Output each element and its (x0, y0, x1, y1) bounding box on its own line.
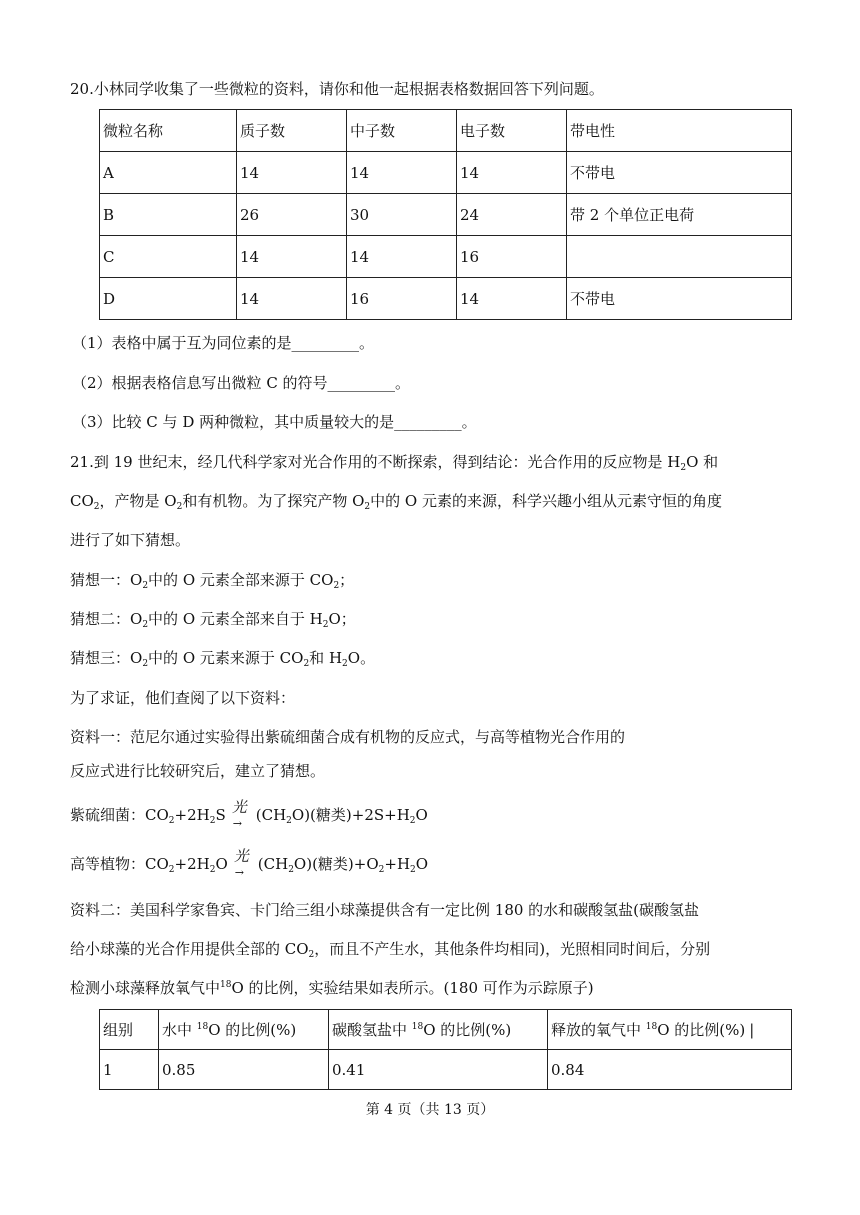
text: 猜想三：O (70, 649, 143, 667)
text: O； (328, 610, 356, 628)
q21-para-line2 (70, 491, 722, 511)
subscript: 2 (168, 865, 175, 875)
table-cell: B (100, 194, 237, 236)
arrow-icon: → (232, 817, 242, 830)
table-header-cell: 中子数 (347, 110, 457, 152)
table-cell: 0.41 (329, 1050, 548, 1090)
material-2-line1: 资料二：美国科学家鲁宾、卡门给三组小球藻提供含有一定比例 180 的水和碳酸氢盐(碳酸氢盐 (70, 901, 700, 919)
text: 猜想二：O (70, 610, 143, 628)
table-header-cell: 组别 (100, 1010, 159, 1050)
subscript: 2 (286, 816, 292, 826)
text: 中的 O 元素的来源，科学兴趣小组从元素守恒的角度 (370, 492, 722, 510)
equation-plants (70, 847, 429, 879)
q21-para-line1 (70, 452, 718, 472)
table-cell: 不带电 (567, 278, 792, 320)
subscript: 2 (409, 816, 416, 826)
text: 水中 (162, 1021, 197, 1039)
table-header-cell (548, 1010, 792, 1050)
text: O。 (347, 649, 376, 667)
text: ； (339, 571, 355, 589)
text: ，产物是 O (99, 492, 177, 510)
text: ，而且不产生水，其他条件均相同)，光照相同时间后，分别 (314, 940, 711, 958)
text: +2H (174, 806, 210, 824)
table-cell: 1 (100, 1050, 159, 1090)
table-cell: 14 (457, 278, 567, 320)
table-header-row (100, 110, 792, 152)
superscript: 18 (196, 1022, 209, 1032)
q21-para-line3: 进行了如下猜想。 (70, 531, 191, 549)
table-cell: 14 (237, 152, 347, 194)
subscript: 2 (333, 581, 340, 591)
subscript: 2 (142, 659, 149, 669)
table-cell: 16 (457, 236, 567, 278)
equation-bacteria (70, 798, 428, 830)
text: S (215, 806, 226, 824)
table-cell: C (100, 236, 237, 278)
table-cell: 14 (347, 152, 457, 194)
subscript: 2 (342, 659, 348, 669)
table-header-cell: 质子数 (237, 110, 347, 152)
light-condition: 光 (231, 798, 247, 816)
table-cell: 26 (237, 194, 347, 236)
text: +H (384, 855, 411, 873)
text: (CH (255, 806, 287, 824)
text-cursor: | (749, 1021, 755, 1039)
text: (CH (257, 855, 289, 873)
text: 和有机物。为了探究产物 O (182, 492, 365, 510)
text: 紫硫细菌：CO (70, 806, 169, 824)
isotope-table (99, 1009, 792, 1090)
text: O 的比例，实验结果如表所示。(180 可作为示踪原子) (231, 979, 594, 997)
text: O)(糖类)+2S+H (291, 806, 410, 824)
subscript: 2 (303, 659, 310, 669)
q20-sub2: （2）根据表格信息写出微粒 C 的符号_________。 (72, 374, 411, 392)
q20-sub1: （1）表格中属于互为同位素的是_________。 (72, 334, 375, 352)
text: 中的 O 元素来源于 CO (148, 649, 304, 667)
table-cell: 16 (347, 278, 457, 320)
table-cell: 24 (457, 194, 567, 236)
material-2-line3 (70, 978, 594, 998)
subscript: 2 (142, 581, 149, 591)
table-row (100, 194, 792, 236)
text: O 的比例(%) (657, 1021, 746, 1039)
subscript: 2 (142, 620, 149, 630)
subscript: 2 (322, 620, 329, 630)
table-cell: 30 (347, 194, 457, 236)
text: 猜想一：O (70, 571, 143, 589)
table-header-cell (329, 1010, 548, 1050)
guess-1 (70, 570, 354, 590)
verify-line: 为了求证，他们查阅了以下资料： (70, 689, 296, 707)
table-row (100, 236, 792, 278)
text: O)(糖类)+O (293, 855, 379, 873)
text: CO (70, 492, 94, 510)
table-cell: 14 (347, 236, 457, 278)
subscript: 2 (288, 865, 294, 875)
table-cell: 14 (457, 152, 567, 194)
table-header-cell: 带电性 (567, 110, 792, 152)
text: +2H (174, 855, 210, 873)
table-cell: 带 2 个单位正电荷 (567, 194, 792, 236)
material-1-line2: 反应式进行比较研究后，建立了猜想。 (70, 762, 326, 780)
material-1-line1: 资料一：范尼尔通过实验得出紫硫细菌合成有机物的反应式，与高等植物光合作用的 (70, 728, 626, 746)
subscript: 2 (308, 950, 315, 960)
reaction-arrow (232, 847, 254, 879)
text: 和 H (309, 649, 343, 667)
table-cell: 0.85 (159, 1050, 329, 1090)
subscript: 2 (168, 816, 175, 826)
table-cell: 14 (237, 236, 347, 278)
subscript: 2 (364, 502, 371, 512)
text: O (415, 806, 428, 824)
subscript: 2 (209, 816, 216, 826)
text: 高等植物：CO (70, 855, 169, 873)
reaction-arrow (230, 798, 252, 830)
table-cell: D (100, 278, 237, 320)
subscript: 2 (378, 865, 385, 875)
superscript: 18 (645, 1022, 658, 1032)
table-row (100, 278, 792, 320)
table-cell (567, 236, 792, 278)
table-header-cell: 微粒名称 (100, 110, 237, 152)
text: 释放的氧气中 (551, 1021, 646, 1039)
text: 中的 O 元素全部来自于 H (148, 610, 323, 628)
table-header-cell: 电子数 (457, 110, 567, 152)
particle-table (99, 109, 792, 320)
text: O 的比例(%) (208, 1021, 297, 1039)
table-cell: 不带电 (567, 152, 792, 194)
light-condition: 光 (233, 847, 249, 865)
text: 21.到 19 世纪末，经几代科学家对光合作用的不断探索，得到结论：光合作用的反应物是 H (70, 453, 681, 471)
page-footer: 第 4 页（共 13 页） (365, 1102, 495, 1118)
text: 中的 O 元素全部来源于 CO (148, 571, 334, 589)
superscript: 18 (411, 1022, 424, 1032)
material-2-line2 (70, 939, 710, 959)
text: O 的比例(%) (423, 1021, 512, 1039)
subscript: 2 (176, 502, 183, 512)
text: O (215, 855, 228, 873)
superscript: 18 (220, 980, 232, 990)
arrow-icon: → (234, 866, 244, 879)
table-cell: A (100, 152, 237, 194)
subscript: 2 (680, 463, 687, 473)
table-row (100, 152, 792, 194)
text: O 和 (686, 453, 719, 471)
text: 碳酸氢盐中 (332, 1021, 412, 1039)
table-header-row (100, 1010, 792, 1050)
q20-sub3: （3）比较 C 与 D 两种微粒，其中质量较大的是_________。 (72, 413, 477, 431)
text: 给小球藻的光合作用提供全部的 CO (70, 940, 309, 958)
text: O (415, 855, 429, 873)
subscript: 2 (410, 865, 416, 875)
q20-intro: 20.小林同学收集了一些微粒的资料，请你和他一起根据表格数据回答下列问题。 (70, 80, 604, 98)
subscript: 2 (209, 865, 216, 875)
guess-3 (70, 648, 375, 668)
table-cell: 14 (237, 278, 347, 320)
table-cell: 0.84 (548, 1050, 792, 1090)
subscript: 2 (93, 502, 100, 512)
text: 检测小球藻释放氧气中 (70, 979, 221, 997)
guess-2 (70, 609, 356, 629)
table-row (100, 1050, 792, 1090)
table-header-cell (159, 1010, 329, 1050)
